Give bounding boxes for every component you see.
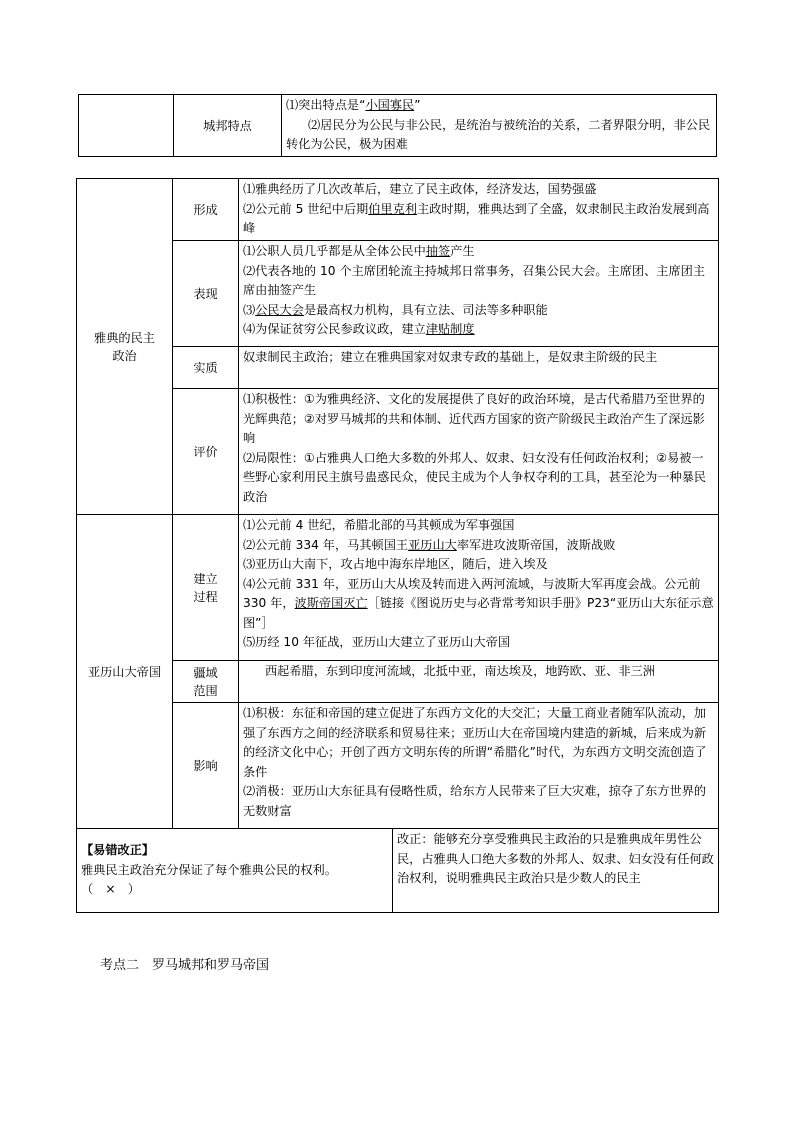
manifestation-content (239, 241, 719, 347)
process-line1: ⑴公元前 4 世纪，希腊北部的马其顿成为军事强国 (243, 518, 515, 532)
text-part: 产生 (450, 244, 475, 258)
process-line5: ⑸历经 10 年征战，亚历山大建立了亚历山大帝国 (243, 635, 511, 649)
underlined-term: 抽签 (425, 244, 451, 258)
text-part: 率军进攻波斯帝国，波斯战败 (456, 537, 616, 552)
text-part: ⑵公元前 334 年，马其顿国王 (243, 537, 409, 552)
text-part: ” (414, 98, 421, 112)
formation-line1: ⑴雅典经历了几次改革后，建立了民主政体，经济发达，国势强盛 (243, 182, 597, 196)
error-statement: 雅典民主政治充分保证了每个雅典公民的权利。 (81, 862, 337, 877)
city-state-line2: ⑵居民分为公民与非公民，是统治与被统治的关系，二者界限分明，非公民转化为公民，极为困难 (286, 117, 711, 151)
process-label: 建立过程 (173, 515, 239, 661)
essence-label: 实质 (173, 347, 239, 389)
formation-label: 形成 (173, 179, 239, 241)
impact-content (239, 703, 719, 829)
text-part: ⑴公职人员几乎都是从全体公民中 (243, 244, 426, 258)
essence-content: 奴隶制民主政治；建立在雅典国家对奴隶专政的基础上，是奴隶主阶级的民主 (239, 347, 719, 389)
text-part: ⑵公元前 5 世纪中后期 (243, 201, 369, 216)
manifestation-line2: ⑵代表各地的 10 个主席团轮流主持城邦日常事务，召集公民大会。主席团、主席团主席由抽签产生 (243, 263, 706, 297)
text-part: ⑶ (243, 302, 256, 317)
text-part: 是最高权力机构，具有立法、司法等多种职能 (303, 302, 548, 317)
alexander-label: 亚历山大帝国 (77, 515, 173, 829)
impact-label: 影响 (173, 703, 239, 829)
city-state-content (282, 95, 717, 157)
text-part: 主政时期，雅典达到了全盛，奴隶制民主政治发展到高峰 (243, 201, 710, 235)
error-mark: （ × ） (81, 882, 140, 897)
blank-cell (79, 95, 174, 157)
evaluation-line1: ⑴积极性：①为雅典经济、文化的发展提供了良好的政治环境，是古代希腊乃至世界的光辉典范；②对罗马城邦的共和体制、近代西方国家的资产阶级民主政治产生了深远影响 (243, 392, 705, 445)
row-label-city-state: 城邦特点 (174, 95, 282, 157)
process-line3: ⑶亚历山大南下，攻占地中海东岸地区，随后，进入埃及 (243, 557, 548, 571)
territory-label: 疆域范围 (173, 661, 239, 703)
formation-content (239, 179, 719, 241)
impact-line1: ⑴积极：东征和帝国的建立促进了东西方文化的大交汇；大量工商业者随军队流动，加强了东西方之间的经济联系和贸易往来；亚历山大在帝国境内建造的新城，后来成为新的经济文化中心；开创了西方文明东传的所谓“希腊化”时代，为东西方文明交流创造了条件 (243, 706, 707, 779)
error-statement-cell (77, 829, 393, 913)
impact-line2: ⑵消极：亚历山大东征具有侵略性质，给东方人民带来了巨大灾难，掠夺了东方世界的无数财富 (243, 784, 707, 818)
section-heading: 考点二 罗马城邦和罗马帝国 (100, 958, 270, 973)
underlined-term: 公民大会 (255, 302, 304, 317)
error-heading: 【易错改正】 (81, 843, 155, 858)
text-part: ⑷为保证贫穷公民参政议政，建立 (243, 322, 426, 336)
text-part: ⑷公元前 331 年，亚历山大从埃及转而进入两河流域，与波斯大军再度会战。公元前 330 年， (243, 576, 701, 610)
territory-content: 西起希腊，东到印度河流域，北抵中亚，南达埃及，地跨欧、亚、非三洲 (239, 661, 719, 703)
underlined-term: 津贴制度 (425, 322, 475, 336)
city-state-table (78, 94, 717, 157)
underlined-term: 亚历山大 (408, 537, 457, 552)
main-knowledge-table (76, 178, 719, 913)
evaluation-content (239, 389, 719, 515)
underlined-term: 伯里克利 (368, 201, 417, 216)
evaluation-line2: ⑵局限性：①占雅典人口绝大多数的外邦人、奴隶、妇女没有任何政治权利；②易被一些野心家利用民主旗号蛊惑民众，使民主成为个人争权夺利的工具，甚至沦为一种暴民政治 (243, 450, 707, 504)
process-content (239, 515, 719, 661)
underlined-term: 小国寡民 (365, 98, 415, 112)
athens-label: 雅典的民主政治 (77, 179, 173, 515)
correction-cell: 改正：能够充分享受雅典民主政治的只是雅典成年男性公民，占雅典人口绝大多数的外邦人、奴隶、妇女没有任何政治权利，说明雅典民主政治只是少数人的民主 (393, 829, 719, 913)
text-part: ⑴突出特点是“ (286, 98, 366, 112)
text-part: ［链接《图说历史与必背常考知识手册》P23“亚历山大东征示意图”］ (243, 596, 714, 630)
underlined-term: 波斯帝国灭亡 (294, 596, 368, 610)
evaluation-label: 评价 (173, 389, 239, 515)
manifestation-label: 表现 (173, 241, 239, 347)
